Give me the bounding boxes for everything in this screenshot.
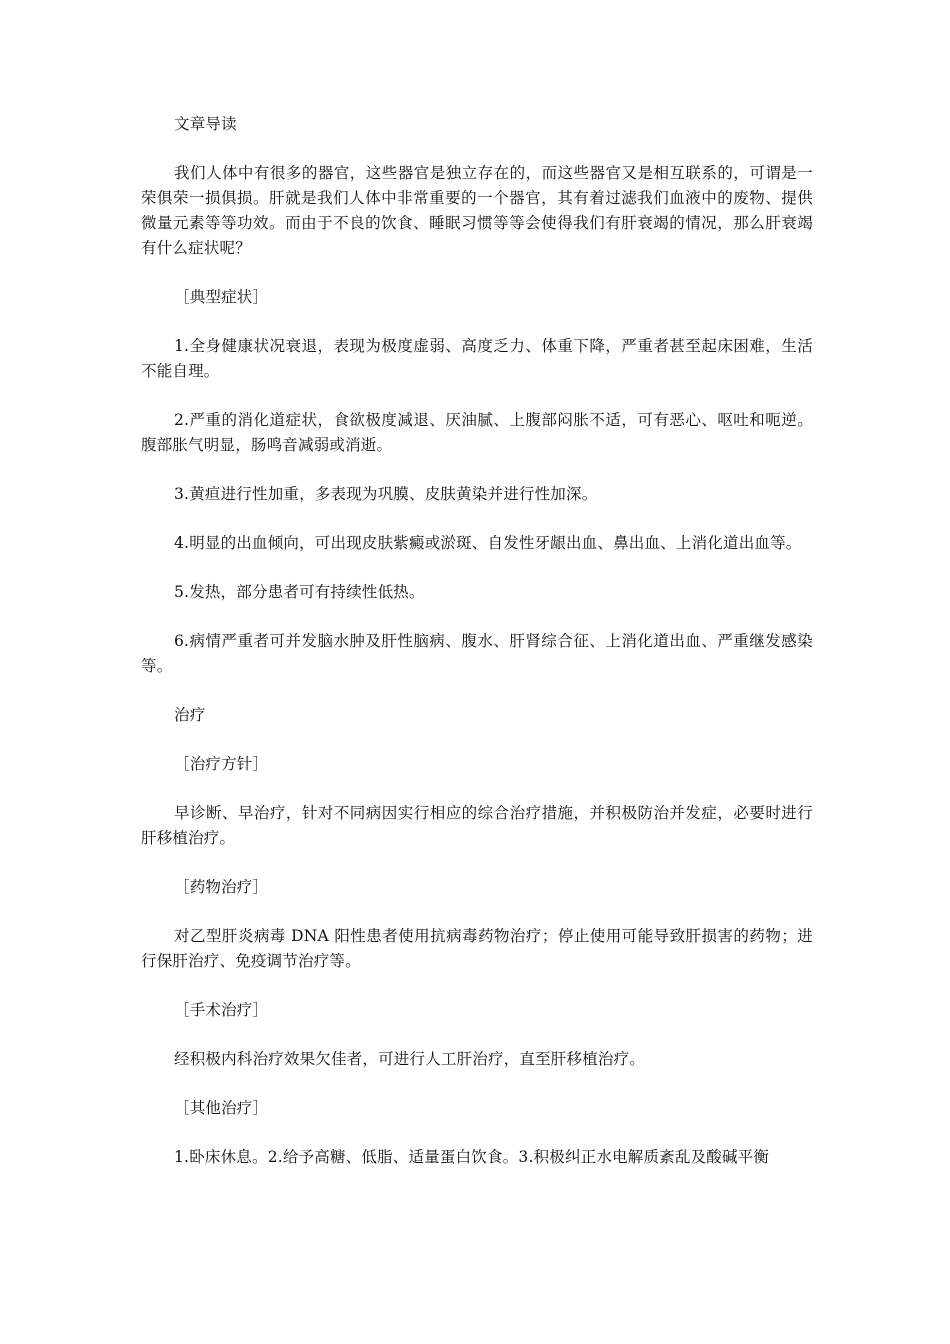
section-surgery: ［手术治疗］ (174, 1001, 269, 1019)
drug-treatment-text: 对乙型肝炎病毒 DNA 阳性患者使用抗病毒药物治疗；停止使用可能导致肝损害的药物；进行保肝治疗、免疫调节治疗等。 (141, 927, 813, 970)
symptom-item-4: 4.明显的出血倾向，可出现皮肤紫癜或淤斑、自发性牙龈出血、鼻出血、上消化道出血等。 (174, 534, 802, 552)
section-treatment-policy: ［治疗方针］ (174, 755, 269, 773)
symptom-item-2: 2.严重的消化道症状，食欲极度减退、厌油腻、上腹部闷胀不适，可有恶心、呕吐和呃逆。腹部胀气明显，肠鸣音减弱或消逝。 (141, 411, 813, 454)
treatment-policy-text: 早诊断、早治疗，针对不同病因实行相应的综合治疗措施，并积极防治并发症，必要时进行肝移植治疗。 (141, 804, 813, 847)
surgery-text: 经积极内科治疗效果欠佳者，可进行人工肝治疗，直至肝移植治疗。 (174, 1050, 646, 1068)
other-treatment-text: 1.卧床休息。2.给予高糖、低脂、适量蛋白饮食。3.积极纠正水电解质紊乱及酸碱平衡 (174, 1148, 770, 1166)
intro-paragraph: 我们人体中有很多的器官，这些器官是独立存在的，而这些器官又是相互联系的，可谓是一荣俱荣一损俱损。肝就是我们人体中非常重要的一个器官，其有着过滤我们血液中的废物、提供微量元素等等功效。而由于不良的饮食、睡眠习惯等等会使得我们有肝衰竭的情况，那么肝衰竭有什么症状呢？ (141, 164, 813, 257)
symptom-item-5: 5.发热，部分患者可有持续性低热。 (174, 583, 425, 601)
symptom-item-1: 1.全身健康状况衰退，表现为极度虚弱、高度乏力、体重下降，严重者甚至起床困难，生活不能自理。 (141, 337, 813, 380)
treatment-heading: 治疗 (174, 706, 206, 724)
symptom-item-6: 6.病情严重者可并发脑水肿及肝性脑病、腹水、肝肾综合征、上消化道出血、严重继发感染等。 (141, 632, 813, 675)
intro-heading: 文章导读 (174, 115, 237, 133)
section-other-treatment: ［其他治疗］ (174, 1099, 269, 1117)
section-typical-symptoms: ［典型症状］ (174, 288, 269, 306)
document-body (141, 112, 813, 1194)
symptom-item-3: 3.黄疸进行性加重，多表现为巩膜、皮肤黄染并进行性加深。 (174, 485, 598, 503)
section-drug-treatment: ［药物治疗］ (174, 878, 269, 896)
